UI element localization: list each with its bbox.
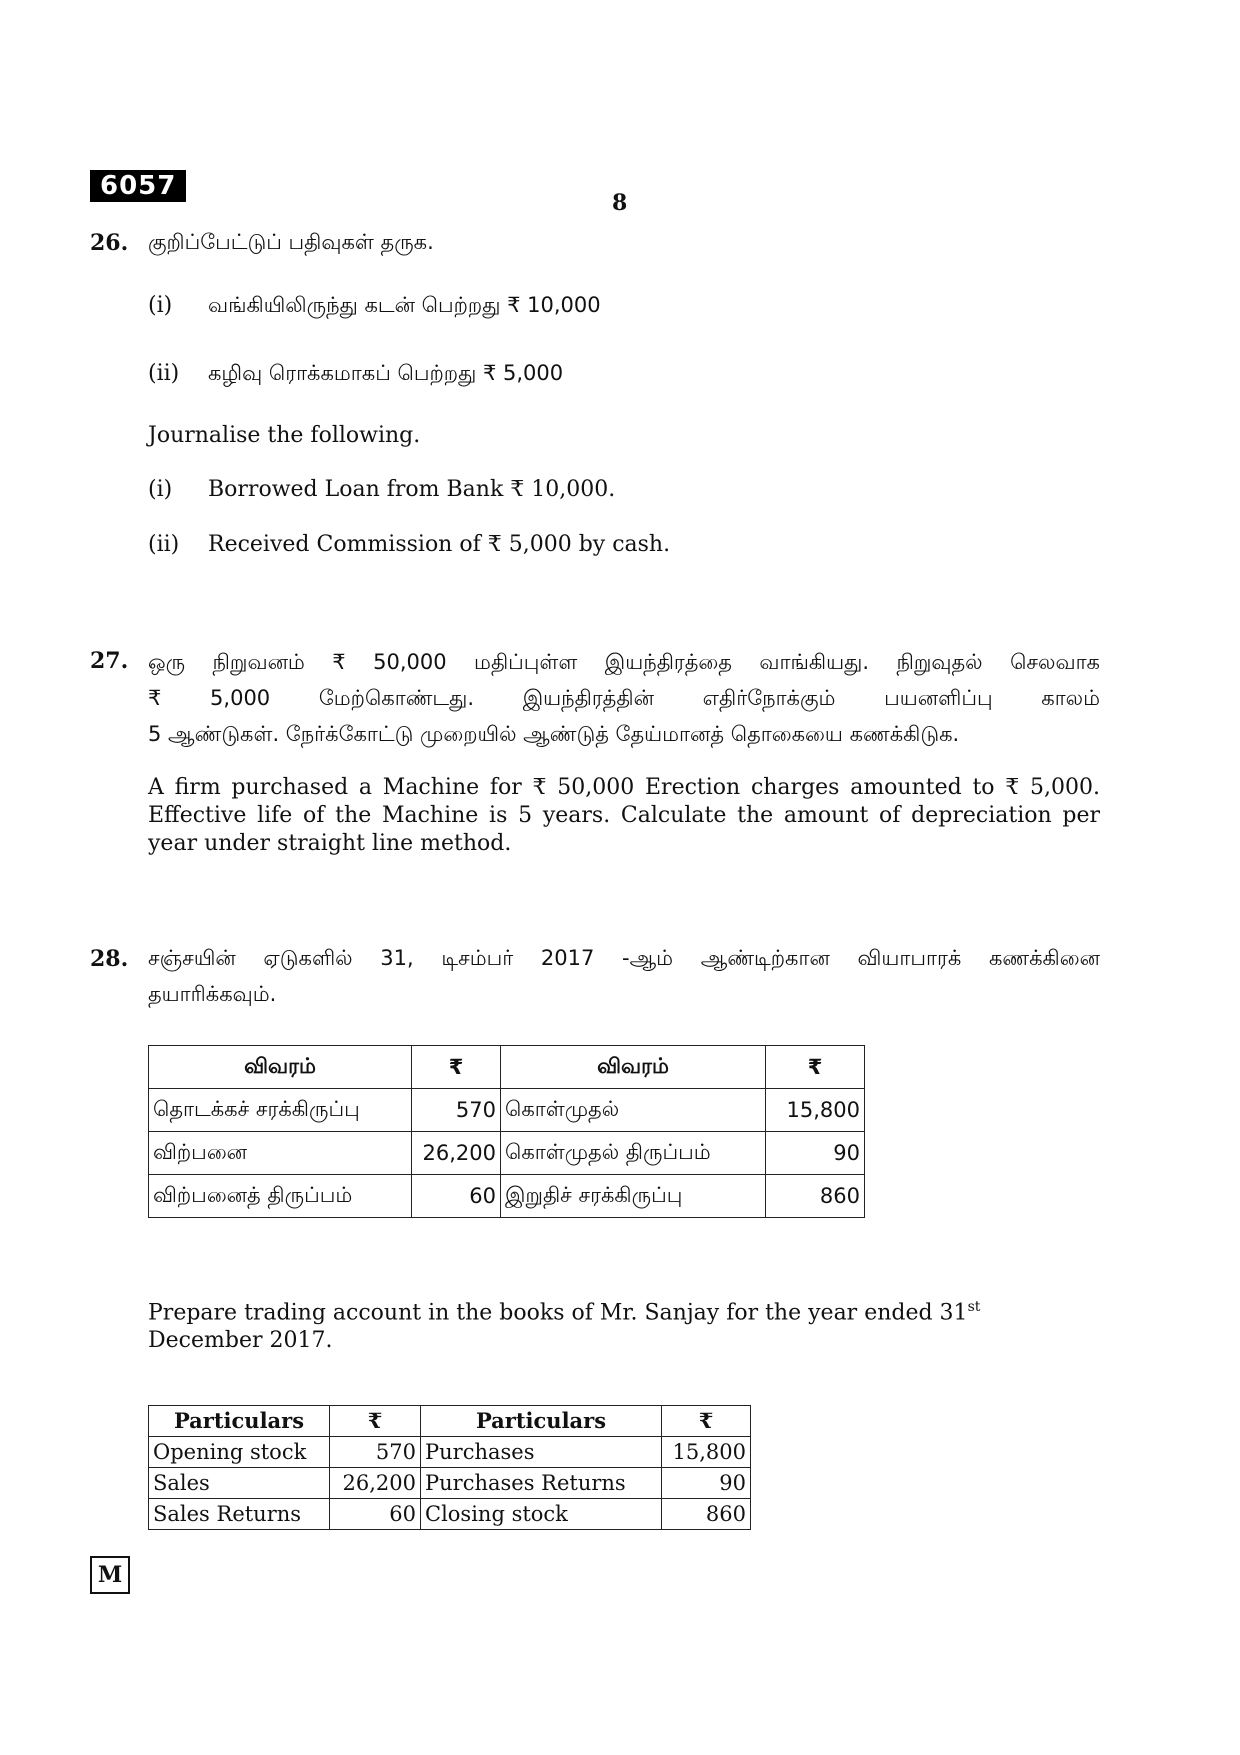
- table-cell: விற்பனை: [149, 1132, 412, 1175]
- table-header: விவரம்: [149, 1046, 412, 1089]
- item-text: Borrowed Loan from Bank ₹ 10,000.: [208, 477, 616, 502]
- q28-tamil-text: [148, 940, 1100, 1012]
- item-text: வங்கியிலிருந்து கடன் பெற்றது ₹ 10,000: [208, 293, 601, 317]
- table-header: ₹: [412, 1046, 501, 1089]
- table-row: [149, 1437, 751, 1468]
- q28-number: 28.: [90, 946, 129, 972]
- q28-english-text-part: December 2017.: [148, 1328, 333, 1354]
- page-number: 8: [612, 190, 628, 216]
- table-cell: 90: [766, 1132, 865, 1175]
- table-cell: Purchases Returns: [421, 1468, 662, 1499]
- table-cell: 60: [330, 1499, 421, 1530]
- table-row: [149, 1175, 865, 1218]
- q28-english-text: [148, 1293, 1100, 1355]
- table-cell: Opening stock: [149, 1437, 330, 1468]
- q26-tamil-item-2: [148, 360, 563, 388]
- item-number: (i): [148, 293, 173, 318]
- table-header: ₹: [662, 1406, 751, 1437]
- q27-tamil-line-3: 5 ஆண்டுகள். நேர்க்கோட்டு முறையில் ஆண்டுத் தேய்மானத் தொகையை கணக்கிடுக.: [148, 722, 960, 746]
- table-cell: கொள்முதல்: [501, 1089, 766, 1132]
- q27-english-text: A firm purchased a Machine for ₹ 50,000 Erection charges amounted to ₹ 5,000. Effective life of the Machine is 5 years. Calculate the amount of depreciation per year under straight line method.: [148, 775, 1100, 856]
- q28-tamil-line-1: சஞ்சயின் ஏடுகளில் 31, டிசம்பர் 2017 -ஆம் ஆண்டிற்கான வியாபாரக் கணக்கினை: [148, 946, 1100, 970]
- table-cell: Sales Returns: [149, 1499, 330, 1530]
- table-cell: Purchases: [421, 1437, 662, 1468]
- q28-tamil-table: [148, 1045, 865, 1218]
- table-header-row: [149, 1406, 751, 1437]
- q26-english-item-1: [148, 476, 615, 504]
- table-cell: 570: [330, 1437, 421, 1468]
- medium-mark-box: M: [90, 1556, 130, 1594]
- table-header: ₹: [766, 1046, 865, 1089]
- table-cell: 860: [766, 1175, 865, 1218]
- table-cell: 15,800: [662, 1437, 751, 1468]
- item-number: (ii): [148, 532, 180, 557]
- q26-tamil-item-1: [148, 292, 601, 320]
- table-cell: 60: [412, 1175, 501, 1218]
- item-text: Received Commission of ₹ 5,000 by cash.: [208, 532, 671, 557]
- q26-tamil-prompt: குறிப்பேட்டுப் பதிவுகள் தருக.: [148, 230, 434, 254]
- table-header: Particulars: [149, 1406, 330, 1437]
- table-cell: Sales: [149, 1468, 330, 1499]
- table-cell: கொள்முதல் திருப்பம்: [501, 1132, 766, 1175]
- table-cell: 570: [412, 1089, 501, 1132]
- q27-number: 27.: [90, 648, 129, 674]
- table-row: [149, 1089, 865, 1132]
- q26-english-item-2: [148, 531, 670, 559]
- table-cell: 26,200: [330, 1468, 421, 1499]
- paper-code: 6057: [90, 170, 186, 202]
- q26-english-prompt: Journalise the following.: [148, 423, 421, 448]
- table-cell: Closing stock: [421, 1499, 662, 1530]
- table-header: Particulars: [421, 1406, 662, 1437]
- q27-tamil-line-1: ஒரு நிறுவனம் ₹ 50,000 மதிப்புள்ள இயந்திரத்தை வாங்கியது. நிறுவுதல் செலவாக: [148, 650, 1100, 674]
- table-cell: 90: [662, 1468, 751, 1499]
- q28-tamil-line-2: தயாரிக்கவும்.: [148, 982, 277, 1006]
- table-row: [149, 1499, 751, 1530]
- table-cell: 15,800: [766, 1089, 865, 1132]
- ordinal-suffix: st: [967, 1299, 981, 1315]
- q28-english-text-part: Prepare trading account in the books of Mr. Sanjay for the year ended 31: [148, 1300, 968, 1326]
- item-number: (i): [148, 477, 173, 502]
- item-text: கழிவு ரொக்கமாகப் பெற்றது ₹ 5,000: [208, 361, 564, 385]
- table-cell: 860: [662, 1499, 751, 1530]
- q27-tamil-line-2: ₹ 5,000 மேற்கொண்டது. இயந்திரத்தின் எதிர்நோக்கும் பயனளிப்பு காலம்: [148, 686, 1100, 710]
- q28-english-table: [148, 1405, 751, 1530]
- table-cell: இறுதிச் சரக்கிருப்பு: [501, 1175, 766, 1218]
- table-row: [149, 1132, 865, 1175]
- q26-number: 26.: [90, 230, 129, 256]
- table-header: ₹: [330, 1406, 421, 1437]
- table-cell: தொடக்கச் சரக்கிருப்பு: [149, 1089, 412, 1132]
- table-cell: விற்பனைத் திருப்பம்: [149, 1175, 412, 1218]
- item-number: (ii): [148, 361, 180, 386]
- table-header: விவரம்: [501, 1046, 766, 1089]
- q27-tamil-text: [148, 644, 1100, 752]
- table-row: [149, 1468, 751, 1499]
- table-header-row: [149, 1046, 865, 1089]
- table-cell: 26,200: [412, 1132, 501, 1175]
